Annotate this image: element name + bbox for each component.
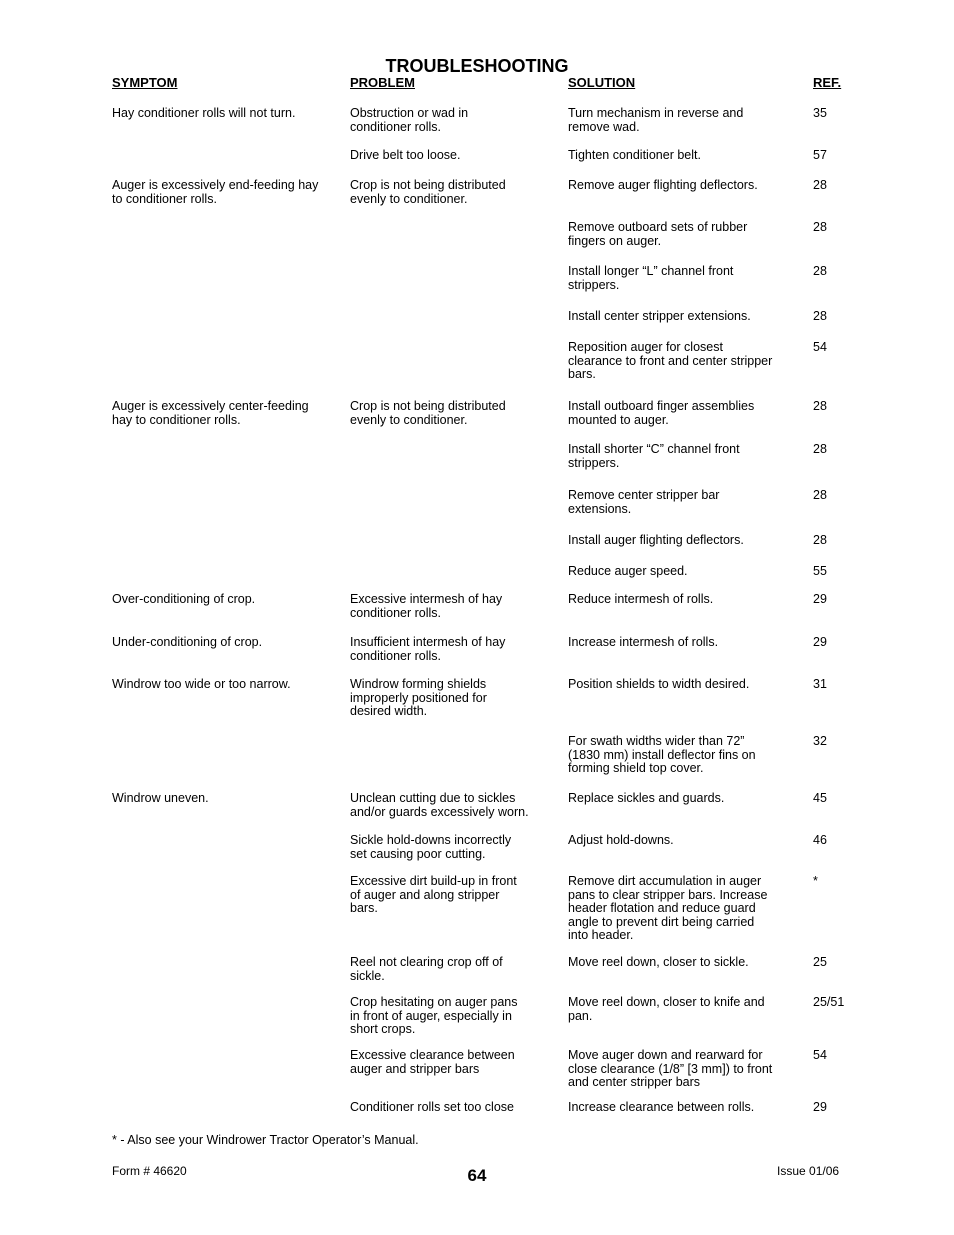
cell-ref: 57: [813, 148, 827, 162]
cell-solution: Install auger flighting deflectors.: [568, 533, 744, 547]
page-title: TROUBLESHOOTING: [385, 56, 569, 76]
cell-solution: Increase clearance between rolls.: [568, 1100, 755, 1114]
cell-problem: Crop hesitating on auger pans in front of auger, especially in short crops.: [350, 995, 518, 1036]
cell-ref: 25/51: [813, 995, 845, 1009]
cell-solution: Install outboard finger assemblies mounted to auger.: [568, 399, 755, 427]
cell-solution: Install center stripper extensions.: [568, 309, 751, 323]
cell-problem: Crop is not being distributed evenly to conditioner.: [350, 399, 506, 427]
cell-ref: 45: [813, 791, 827, 805]
cell-ref: 28: [813, 264, 827, 278]
cell-solution: Adjust hold-downs.: [568, 833, 674, 847]
cell-solution: Move reel down, closer to sickle.: [568, 955, 749, 969]
cell-ref: 28: [813, 488, 827, 502]
cell-problem: Sickle hold-downs incorrectly set causing poor cutting.: [350, 833, 512, 861]
header-ref: REF.: [813, 75, 842, 90]
cell-solution: Reduce intermesh of rolls.: [568, 592, 714, 606]
cell-solution: Turn mechanism in reverse and remove wad.: [568, 106, 744, 134]
cell-problem: Excessive dirt build-up in front of auger and along stripper bars.: [350, 874, 517, 915]
cell-ref: 28: [813, 399, 827, 413]
header-symptom: SYMPTOM: [112, 75, 178, 90]
cell-solution: Remove center stripper bar extensions.: [568, 488, 720, 516]
cell-symptom: Hay conditioner rolls will not turn.: [112, 106, 296, 120]
issue-date: Issue 01/06: [777, 1164, 840, 1178]
cell-solution: Tighten conditioner belt.: [568, 148, 701, 162]
cell-problem: Reel not clearing crop off of sickle.: [350, 955, 503, 983]
cell-problem: Excessive clearance between auger and stripper bars: [350, 1048, 515, 1076]
cell-ref: 28: [813, 442, 827, 456]
cell-solution: Reduce auger speed.: [568, 564, 688, 578]
cell-ref: 46: [813, 833, 827, 847]
page-number: 64: [467, 1166, 487, 1185]
cell-ref: 31: [813, 677, 827, 691]
cell-solution: Install longer “L” channel front strippers.: [568, 264, 734, 292]
cell-ref: 54: [813, 340, 827, 354]
cell-solution: Position shields to width desired.: [568, 677, 750, 691]
cell-ref: 29: [813, 592, 827, 606]
cell-ref: *: [813, 874, 818, 888]
cell-solution: Move reel down, closer to knife and pan.: [568, 995, 765, 1023]
cell-symptom: Under-conditioning of crop.: [112, 635, 263, 649]
cell-problem: Obstruction or wad in conditioner rolls.: [350, 106, 469, 134]
cell-solution: Remove outboard sets of rubber fingers on auger.: [568, 220, 748, 248]
cell-ref: 28: [813, 220, 827, 234]
cell-ref: 54: [813, 1048, 827, 1062]
cell-solution: Reposition auger for closest clearance to front and center stripper bars.: [568, 340, 773, 381]
cell-symptom: Auger is excessively center-feeding hay to conditioner rolls.: [112, 399, 309, 427]
cell-solution: Remove dirt accumulation in auger pans to clear stripper bars. Increase header flotation and reduce guard angle to prevent dirt being carried into header.: [568, 874, 768, 942]
cell-ref: 29: [813, 1100, 827, 1114]
cell-ref: 55: [813, 564, 827, 578]
cell-problem: Excessive intermesh of hay conditioner rolls.: [350, 592, 503, 620]
cell-symptom: Auger is excessively end-feeding hay to conditioner rolls.: [112, 178, 319, 206]
cell-problem: Unclean cutting due to sickles and/or guards excessively worn.: [350, 791, 529, 819]
cell-symptom: Windrow too wide or too narrow.: [112, 677, 291, 691]
cell-symptom: Over-conditioning of crop.: [112, 592, 256, 606]
cell-problem: Crop is not being distributed evenly to conditioner.: [350, 178, 506, 206]
cell-solution: Replace sickles and guards.: [568, 791, 725, 805]
cell-ref: 32: [813, 734, 827, 748]
cell-problem: Windrow forming shields improperly positioned for desired width.: [350, 677, 487, 718]
cell-ref: 29: [813, 635, 827, 649]
cell-ref: 25: [813, 955, 827, 969]
cell-ref: 28: [813, 309, 827, 323]
cell-solution: Move auger down and rearward for close clearance (1/8” [3 mm]) to front and center stripper bars: [568, 1048, 773, 1089]
cell-symptom: Windrow uneven.: [112, 791, 209, 805]
header-problem: PROBLEM: [350, 75, 415, 90]
cell-solution: For swath widths wider than 72” (1830 mm) install deflector fins on forming shield top cover.: [568, 734, 756, 775]
cell-ref: 35: [813, 106, 827, 120]
header-solution: SOLUTION: [568, 75, 636, 90]
cell-ref: 28: [813, 533, 827, 547]
cell-problem: Drive belt too loose.: [350, 148, 461, 162]
footnote: * - Also see your Windrower Tractor Operator’s Manual.: [112, 1133, 419, 1147]
cell-solution: Remove auger flighting deflectors.: [568, 178, 758, 192]
cell-problem: Insufficient intermesh of hay conditioner rolls.: [350, 635, 506, 663]
cell-problem: Conditioner rolls set too close: [350, 1100, 514, 1114]
cell-solution: Increase intermesh of rolls.: [568, 635, 719, 649]
form-number: Form # 46620: [112, 1164, 187, 1178]
cell-ref: 28: [813, 178, 827, 192]
cell-solution: Install shorter “C” channel front strippers.: [568, 442, 740, 470]
